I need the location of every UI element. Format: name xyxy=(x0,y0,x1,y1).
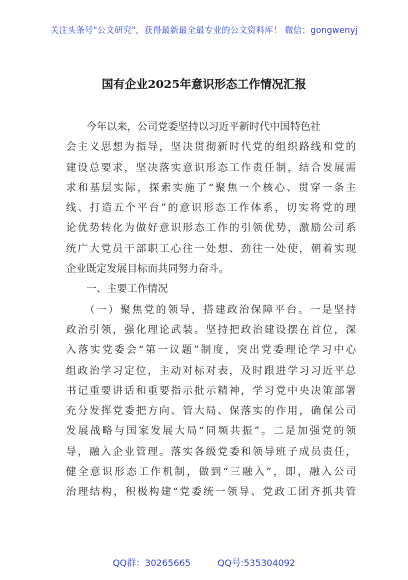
body-line: 求和基层实际，探索实施了“聚焦一个核心、贯穿一条主 xyxy=(66,182,356,194)
document-title: 国有企业2025年意识形态工作情况汇报 xyxy=(101,77,307,91)
body-line: 充分发挥党委把方向、管大局、保落实的作用，确保公司 xyxy=(66,406,356,418)
body-line: 入落实党委会“第一议题”制度，突出党委理论学习中心 xyxy=(66,345,356,357)
body-line: 今年以来，公司党委坚持以习近平新时代中国特色社 xyxy=(66,122,321,133)
body-line: 政治引领，强化理论武装。坚持把政治建设摆在首位，深 xyxy=(66,324,356,336)
section-heading: 一、主要工作情况 xyxy=(66,284,168,296)
body-line: 会主义思想为指导，坚决贯彻新时代党的组织路线和党的 xyxy=(66,142,356,154)
contact-footer xyxy=(0,556,408,569)
promo-banner: 关注头条号"公文研究"，获得最新最全最专业的公文资料库！ 微信：gongwenyj xyxy=(50,26,358,36)
body-line: 健全意识形态工作机制，做到“三融入”，即，融入公司 xyxy=(66,467,356,479)
body-line: 导，融入企业管理。落实各级党委和领导班子成员责任， xyxy=(66,446,356,458)
document-body xyxy=(66,118,356,504)
body-line: 书记重要讲话和重要指示批示精神，学习党中央决策部署 xyxy=(66,385,356,397)
body-line: 发展战略与国家发展大局“同频共振”。二是加强党的领 xyxy=(66,426,356,438)
body-line: （一）聚焦党的领导，搭建政治保障平台。一是坚持 xyxy=(66,304,356,316)
qq-number-text: QQ号:535304092 xyxy=(217,559,296,569)
body-line: 统广大党员干部职工心往一处想、劲往一处使，朝着实现 xyxy=(66,243,356,255)
body-line: 建设总要求，坚决落实意识形态工作责任制，结合发展需 xyxy=(66,162,356,174)
body-line: 企业既定发展目标而共同努力奋斗。 xyxy=(66,264,229,276)
body-line: 治理结构，积极构建“党委统一领导、党政工团齐抓共管 xyxy=(66,487,356,499)
qq-group-text: QQ群：30265665 xyxy=(112,559,191,569)
body-line: 论优势转化为做好意识形态工作的引领优势，激励公司系 xyxy=(66,223,356,235)
body-line: 线、打造五个平台”的意识形态工作体系，切实将党的理 xyxy=(66,203,356,215)
body-line: 组政治学习定位，主动对标对表，及时跟进学习习近平总 xyxy=(66,365,356,377)
